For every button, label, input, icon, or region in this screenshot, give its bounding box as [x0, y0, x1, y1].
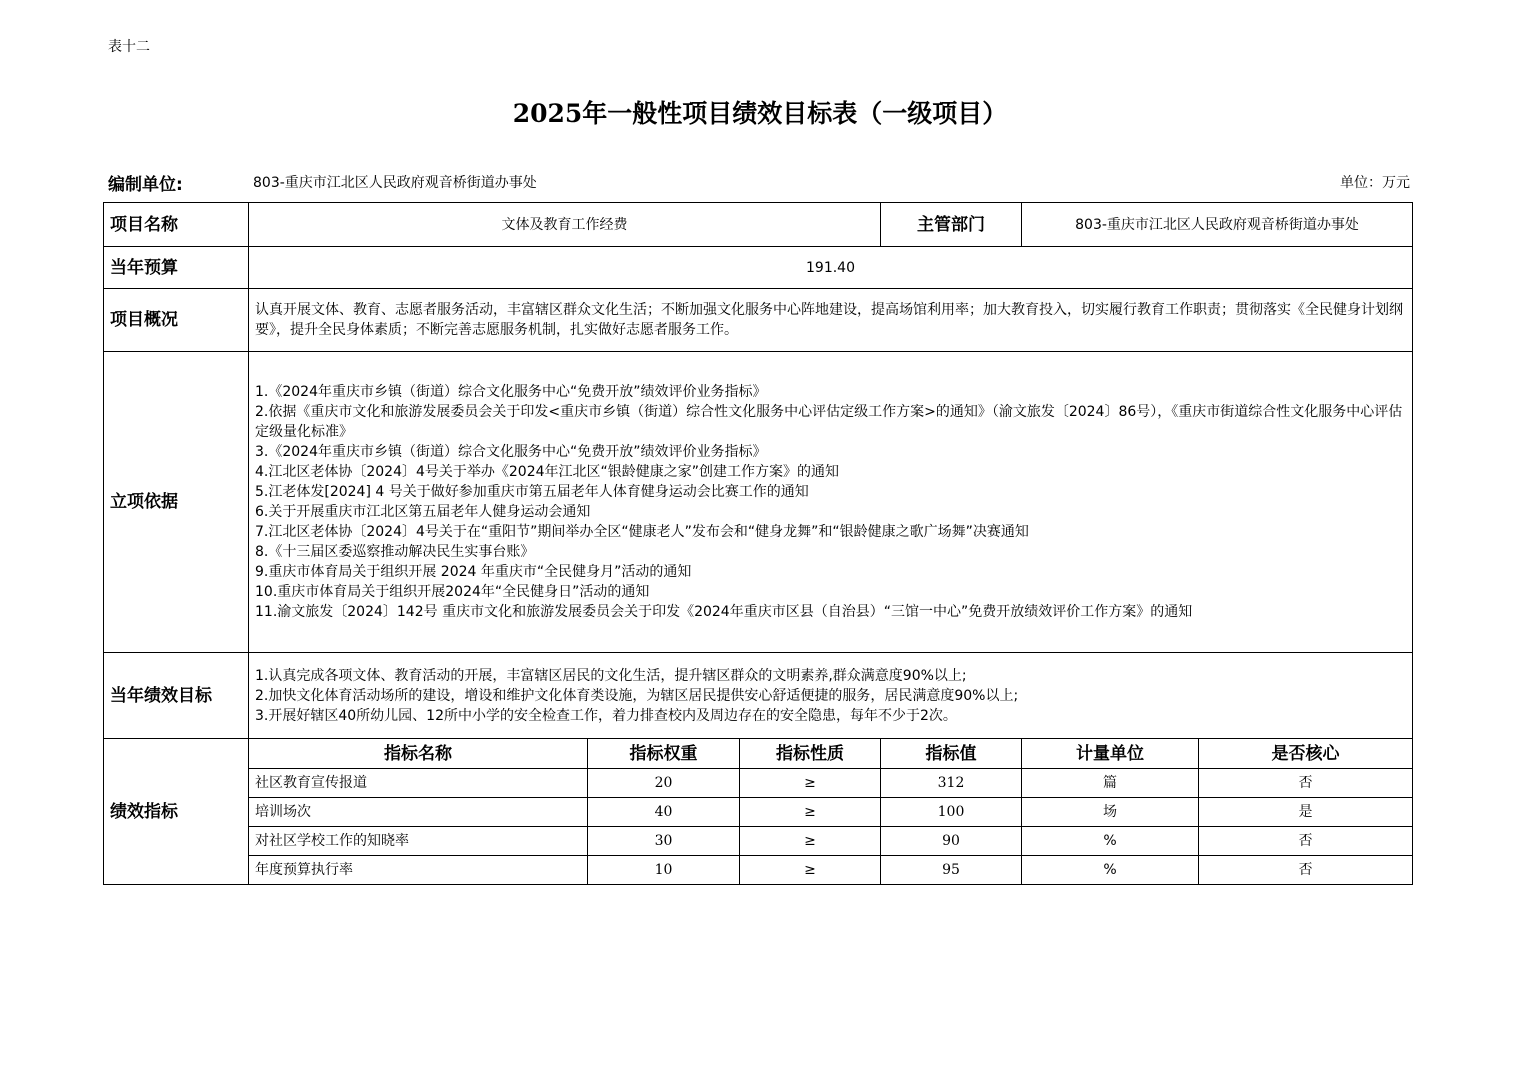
basis-item: 6.关于开展重庆市江北区第五届老年人健身运动会通知 — [255, 504, 591, 520]
row-goals — [104, 653, 1413, 739]
table-row — [104, 798, 1413, 827]
basis-item: 3.《2024年重庆市乡镇（街道）综合文化服务中心“免费开放”绩效评价业务指标》 — [255, 444, 767, 460]
unit-label: 编制单位: — [108, 175, 183, 195]
row-project-name — [104, 203, 1413, 247]
indicator-unit: % — [1022, 856, 1199, 885]
indicator-nature: ≥ — [740, 798, 881, 827]
indicator-core: 是 — [1199, 798, 1413, 827]
performance-table — [103, 202, 1413, 885]
header-cell: 指标值 — [881, 739, 1022, 769]
indicator-value: 312 — [881, 769, 1022, 798]
overview-label: 项目概况 — [104, 289, 249, 352]
table-row — [104, 769, 1413, 798]
basis-item: 5.江老体发[2024] 4 号关于做好参加重庆市第五届老年人体育健身运动会比赛工作的通知 — [255, 484, 809, 500]
indicator-nature: ≥ — [740, 827, 881, 856]
budget-label: 当年预算 — [104, 247, 249, 289]
overview-text: 认真开展文体、教育、志愿者服务活动，丰富辖区群众文化生活；不断加强文化服务中心阵地建设，提高场馆利用率；加大教育投入，切实履行教育工作职责；贯彻落实《全民健身计划纲要》，提升全民身体素质；不断完善志愿服务机制，扎实做好志愿者服务工作。 — [249, 289, 1413, 352]
table-row — [104, 856, 1413, 885]
basis-item: 8.《十三届区委巡察推动解决民生实事台账》 — [255, 544, 535, 560]
dept-label: 主管部门 — [881, 203, 1022, 247]
basis-label: 立项依据 — [104, 352, 249, 653]
indicator-unit: 场 — [1022, 798, 1199, 827]
indicator-core: 否 — [1199, 769, 1413, 798]
indicator-core: 否 — [1199, 856, 1413, 885]
indicator-nature: ≥ — [740, 769, 881, 798]
indicator-value: 90 — [881, 827, 1022, 856]
header-cell: 计量单位 — [1022, 739, 1199, 769]
basis-item: 1.《2024年重庆市乡镇（街道）综合文化服务中心“免费开放”绩效评价业务指标》 — [255, 384, 767, 400]
indicator-nature: ≥ — [740, 856, 881, 885]
row-budget — [104, 247, 1413, 289]
indicator-name: 年度预算执行率 — [249, 856, 588, 885]
indicator-name: 培训场次 — [249, 798, 588, 827]
unit-name: 803-重庆市江北区人民政府观音桥街道办事处 — [253, 175, 537, 191]
header-cell: 指标性质 — [740, 739, 881, 769]
currency-unit: 单位：万元 — [1340, 175, 1410, 191]
indicator-weight: 30 — [588, 827, 740, 856]
basis-item: 4.江北区老体协〔2024〕4号关于举办《2024年江北区“银龄健康之家”创建工作方案》的通知 — [255, 464, 840, 480]
row-overview — [104, 289, 1413, 352]
table-row — [104, 827, 1413, 856]
basis-item: 10.重庆市体育局关于组织开展2024年“全民健身日”活动的通知 — [255, 584, 650, 600]
unit-row — [108, 170, 1412, 194]
header-cell: 是否核心 — [1199, 739, 1413, 769]
basis-item: 9.重庆市体育局关于组织开展 2024 年重庆市“全民健身月”活动的通知 — [255, 564, 692, 580]
indicator-weight: 40 — [588, 798, 740, 827]
row-basis — [104, 352, 1413, 653]
goal-label: 当年绩效目标 — [104, 653, 249, 739]
basis-item: 7.江北区老体协〔2024〕4号关于在“重阳节”期间举办全区“健康老人”发布会和“健身龙舞”和“银龄健康之歌广场舞”决赛通知 — [255, 524, 1029, 540]
indicator-name: 社区教育宣传报道 — [249, 769, 588, 798]
indicator-unit: % — [1022, 827, 1199, 856]
goal-item: 1.认真完成各项文体、教育活动的开展，丰富辖区居民的文化生活，提升辖区群众的文明素养,群众满意度90%以上; — [255, 667, 967, 684]
indicator-value: 95 — [881, 856, 1022, 885]
project-name: 文体及教育工作经费 — [249, 203, 881, 247]
indicator-header-row — [104, 739, 1413, 769]
basis-list — [249, 352, 1413, 653]
dept-name: 803-重庆市江北区人民政府观音桥街道办事处 — [1022, 203, 1413, 247]
header-cell: 指标名称 — [249, 739, 588, 769]
goal-list — [249, 653, 1413, 739]
indicator-unit: 篇 — [1022, 769, 1199, 798]
project-name-label: 项目名称 — [104, 203, 249, 247]
indicator-weight: 10 — [588, 856, 740, 885]
goal-item: 3.开展好辖区40所幼儿园、12所中小学的安全检查工作，着力排查校内及周边存在的安全隐患，每年不少于2次。 — [255, 707, 957, 724]
header-cell: 指标权重 — [588, 739, 740, 769]
indicator-label: 绩效指标 — [104, 739, 249, 885]
indicator-weight: 20 — [588, 769, 740, 798]
budget-value: 191.40 — [249, 247, 1413, 289]
page-title: 2025年一般性项目绩效目标表（一级项目） — [512, 99, 1008, 128]
table-number: 表十二 — [108, 39, 150, 55]
basis-item: 2.依据《重庆市文化和旅游发展委员会关于印发<重庆市乡镇（街道）综合性文化服务中心评估定级工作方案>的通知》（渝文旅发〔2024〕86号），《重庆市街道综合性文化服务中心评估定级量化标准》 — [255, 404, 1403, 440]
indicator-name: 对社区学校工作的知晓率 — [249, 827, 588, 856]
indicator-value: 100 — [881, 798, 1022, 827]
goal-item: 2.加快文化体育活动场所的建设，增设和维护文化体育类设施，为辖区居民提供安心舒适便捷的服务，居民满意度90%以上; — [255, 687, 1019, 704]
basis-item: 11.渝文旅发〔2024〕142号 重庆市文化和旅游发展委员会关于印发《2024年重庆市区县（自治县）“三馆一中心”免费开放绩效评价工作方案》的通知 — [255, 604, 1193, 620]
indicator-core: 否 — [1199, 827, 1413, 856]
